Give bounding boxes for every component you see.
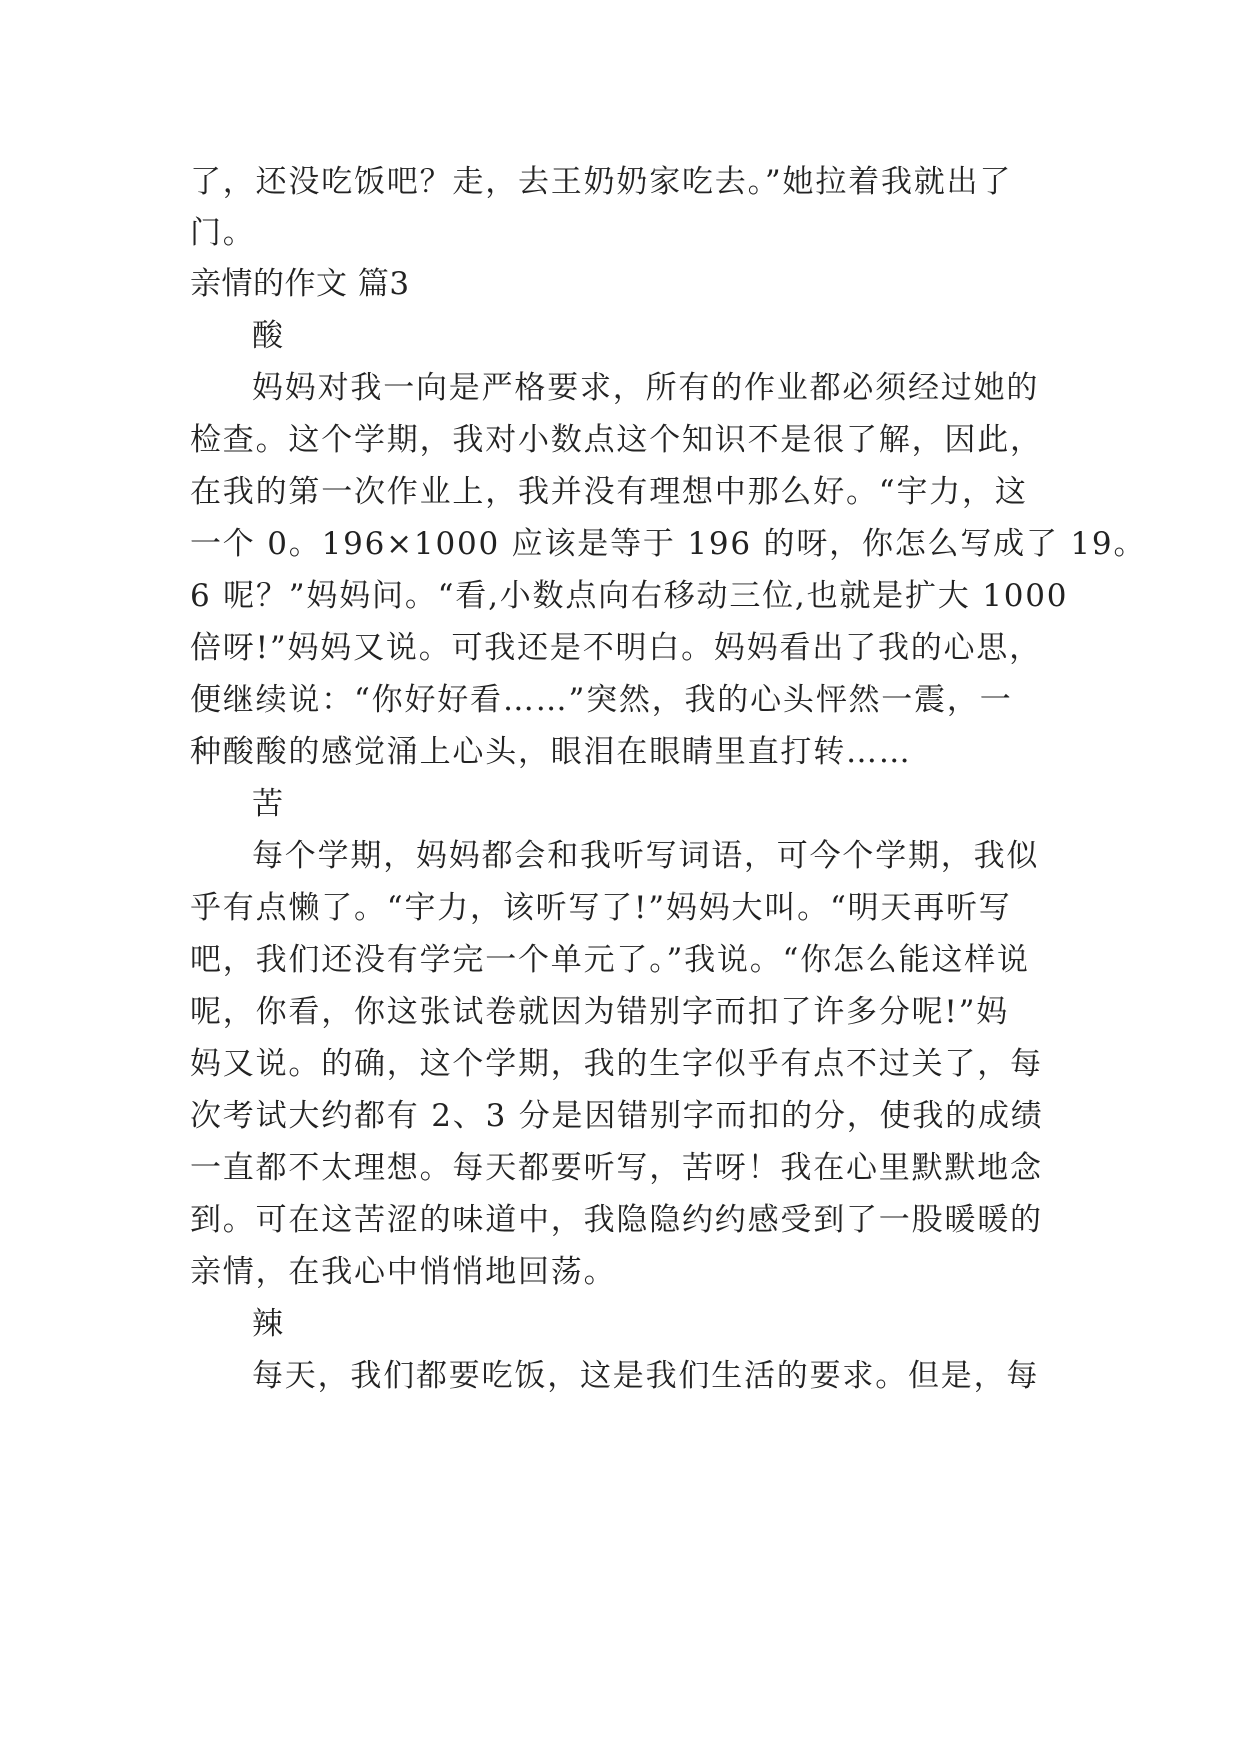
paragraph-line: 呢，你看，你这张试卷就因为错别字而扣了许多分呢!”妈	[190, 994, 1010, 1030]
text-line-1: 了，还没吃饭吧？走，去王奶奶家吃去。”她拉着我就出了	[190, 164, 1013, 200]
paragraph-line: 便继续说：“你好好看……”突然，我的心头怦然一震，一	[190, 682, 1013, 718]
paragraph-line: 每个学期，妈妈都会和我听写词语，可今个学期，我似	[252, 838, 1040, 874]
text-line-2: 门。	[190, 215, 256, 251]
paragraph-line: 妈又说。的确，这个学期，我的生字似乎有点不过关了，每	[190, 1046, 1043, 1082]
paragraph-line: 倍呀!”妈妈又说。可我还是不明白。妈妈看出了我的心思，	[190, 630, 1042, 666]
paragraph-line: 次考试大约都有 2、3 分是因错别字而扣的分，使我的成绩	[190, 1098, 1044, 1134]
subheading-sour: 酸	[252, 318, 285, 354]
paragraph-line: 乎有点懒了。“宇力，该听写了!”妈妈大叫。“明天再听写	[190, 890, 1012, 926]
paragraph-line: 亲情，在我心中悄悄地回荡。	[190, 1254, 617, 1290]
paragraph-line: 种酸酸的感觉涌上心头，眼泪在眼睛里直打转……	[190, 734, 912, 770]
paragraph-line: 一直都不太理想。每天都要听写，苦呀！我在心里默默地念	[190, 1150, 1043, 1186]
paragraph-line: 一个 0。196×1000 应该是等于 196 的呀，你怎么写成了 19。	[190, 526, 1147, 562]
paragraph-line: 在我的第一次作业上，我并没有理想中那么好。“宇力，这	[190, 474, 1028, 510]
paragraph-line: 6 呢？”妈妈问。“看,小数点向右移动三位,也就是扩大 1000	[190, 578, 1069, 614]
subheading-bitter: 苦	[252, 786, 285, 822]
paragraph-line: 检查。这个学期，我对小数点这个知识不是很了解，因此，	[190, 422, 1043, 458]
section-heading: 亲情的作文 篇3	[190, 266, 410, 302]
subheading-spicy: 辣	[252, 1306, 285, 1342]
paragraph-line: 妈妈对我一向是严格要求，所有的作业都必须经过她的	[252, 370, 1040, 406]
paragraph-line: 到。可在这苦涩的味道中，我隐隐约约感受到了一股暖暖的	[190, 1202, 1043, 1238]
paragraph-line: 吧，我们还没有学完一个单元了。”我说。“你怎么能这样说	[190, 942, 1030, 978]
paragraph-line: 每天，我们都要吃饭，这是我们生活的要求。但是，每	[252, 1358, 1040, 1394]
